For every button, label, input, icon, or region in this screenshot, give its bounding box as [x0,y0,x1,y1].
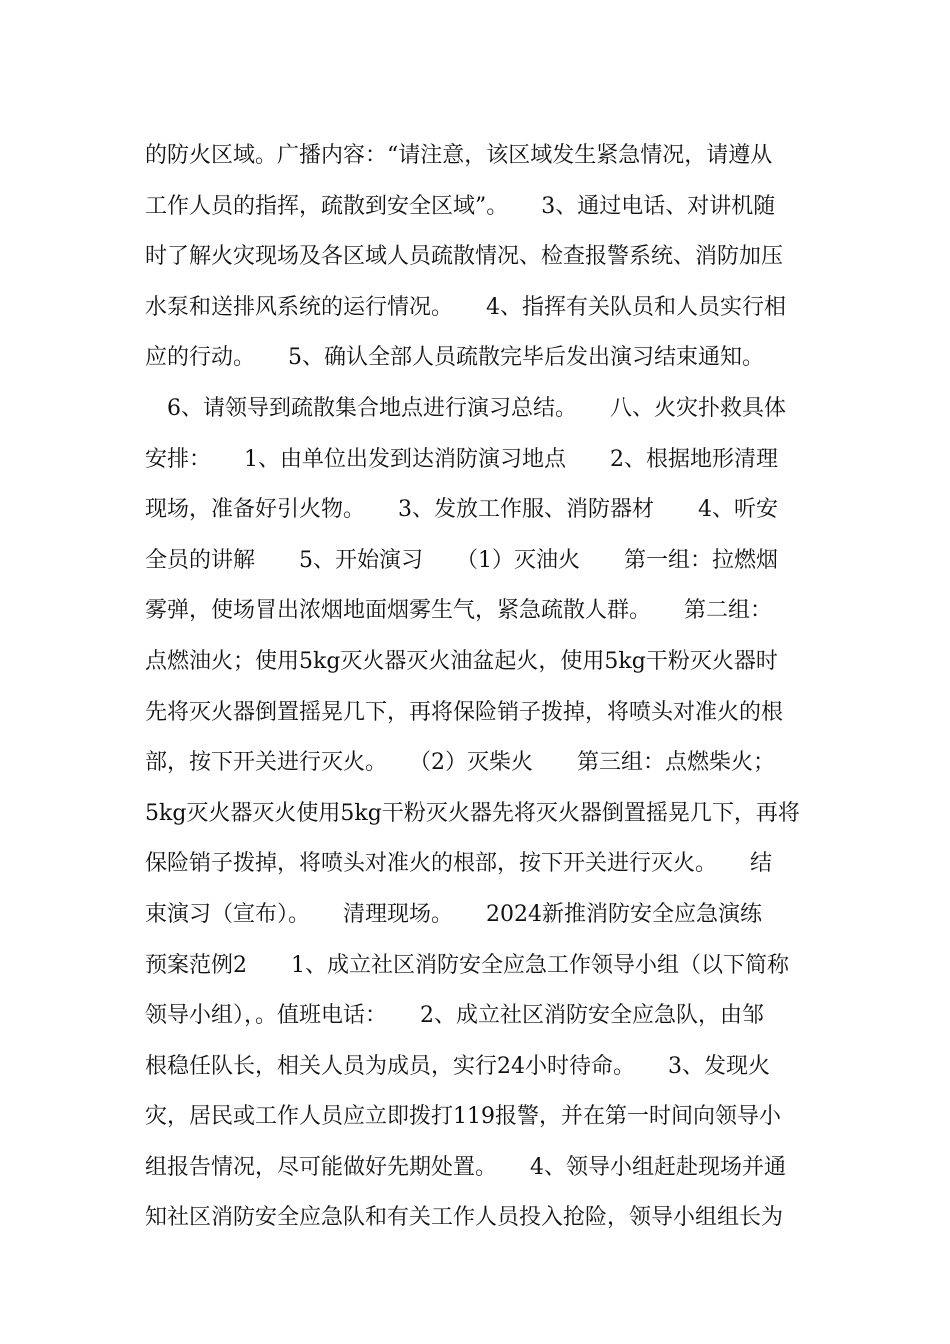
body-text [145,131,810,1244]
text-line: 保险销子拨掉，将喷头对准火的根部，按下开关进行灭火。 结 [145,851,773,877]
text-line: 领导小组），。值班电话： 2、成立社区消防安全应急队，由邹 [145,1003,764,1029]
text-line: 的防火区域。广播内容：“请注意，该区域发生紧急情况，请遵从 [145,143,773,168]
text-line: 6、请领导到疏散集合地点进行演习总结。 八、火灾扑救具体 [145,395,786,421]
text-line: 灾，居民或工作人员应立即拨打119报警，并在第一时间向领导小 [145,1104,781,1130]
text-line: 水泵和送排风系统的运行情况。 4、指挥有关队员和人员实行相 [145,294,786,320]
text-line: 根稳任队长，相关人员为成员，实行24小时待命。 3、发现火 [145,1053,770,1079]
text-line: 工作人员的指挥，疏散到安全区域”。 3、通过电话、对讲机随 [145,193,776,219]
text-line: 全员的讲解 5、开始演习 （1）灭油火 第一组：拉燃烟 [145,547,778,573]
text-line: 预案范例2 1、成立社区消防安全应急工作领导小组（以下简称 [145,952,789,978]
text-line: 安排： 1、由单位出发到达消防演习地点 2、根据地形清理 [145,446,778,472]
text-line: 雾弹，使场冒出浓烟地面烟雾生气，紧急疏散人群。 第二组： [145,598,773,624]
text-line: 时了解火灾现场及各区域人员疏散情况、检查报警系统、消防加压 [145,244,784,270]
text-line: 知社区消防安全应急队和有关工作人员投入抢险，领导小组组长为 [145,1205,784,1231]
text-line: 点燃油火；使用5kg灭火器灭火油盆起火，使用5kg干粉灭火器时 [145,648,778,674]
text-line: 组报告情况，尽可能做好先期处置。 4、领导小组赶赴现场并通 [145,1154,786,1180]
text-line: 先将灭火器倒置摇晃几下，再将保险销子拨掉，将喷头对准火的根 [145,699,784,725]
text-line: 束演习（宣布）。 清理现场。 2024新推消防安全应急演练 [145,901,762,927]
text-line: 应的行动。 5、确认全部人员疏散完毕后发出演习结束通知。 [145,345,764,371]
text-line: 部，按下开关进行灭火。 （2）灭柴火 第三组：点燃柴火； [145,750,775,776]
text-line: 5kg灭火器灭火使用5kg干粉灭火器先将灭火器倒置摇晃几下，再将 [145,800,800,826]
text-line: 现场，准备好引火物。 3、发放工作服、消防器材 4、听安 [145,497,778,523]
